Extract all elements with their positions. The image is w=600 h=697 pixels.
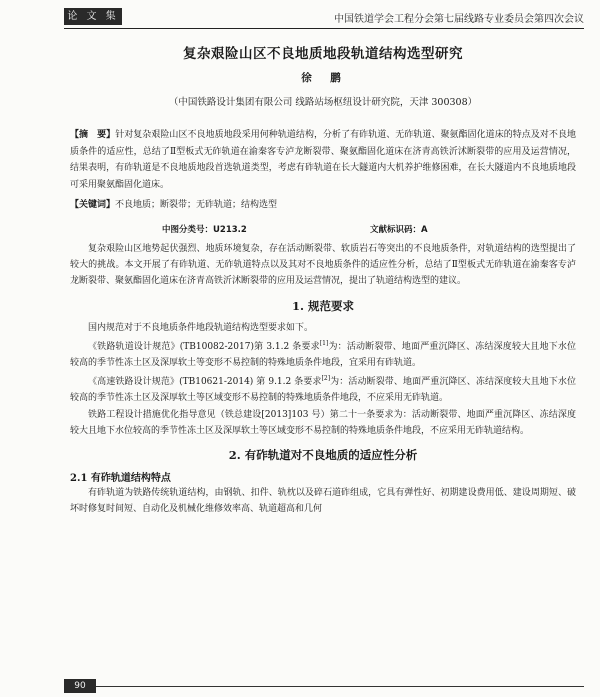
page-number: 90: [64, 679, 96, 693]
header-rule: [64, 28, 584, 29]
section-2-paragraph: 有砟轨道为铁路传统轨道结构，由钢轨、扣件、轨枕以及碎石道砟组成，它具有弹性好、初期建设费用低、建设周期短、破坏时修复时间短、自动化及机械化维修效率高、轨道超高和几何: [70, 488, 576, 515]
subsection-2-1-title: 2.1 有砟轨道结构特点: [70, 473, 171, 485]
intro-paragraph: 复杂艰险山区地势起伏强烈、地质环境复杂，存在活动断裂带、软质岩石等突出的不良地质条件，对轨道结构的选型提出了较大的挑战。本文开展了有砟轨道、无砟轨道特点以及其对不良地质条件的适应性分析，总结了Ⅱ型板式无砟轨道在渝秦客专泸龙断裂带、聚氨酯固化道床在济青高铁沂沭断裂带的应用及运营情况，提出了轨道结构选型的建议。: [70, 244, 576, 287]
affiliation: （中国铁路设计集团有限公司 线路站场枢纽设计研究院，天津 300308）: [168, 97, 478, 108]
section-1-paragraph: 《高速铁路设计规范》(TB10621-2014) 第 9.1.2 条要求[2]为：活动断裂带、地面严重沉降区、冻结深度较大且地下水位较高的季节性冻土区及深厚软土等区域变形不易控制的特殊地质条件地段，不应采用无砟轨道。: [70, 375, 576, 404]
abstract-label: 【摘 要】: [70, 130, 116, 140]
keywords-label: 【关键词】: [70, 200, 116, 210]
column-tag: 论 文 集: [64, 8, 122, 25]
keywords: [70, 197, 576, 213]
abstract-text: 针对复杂艰险山区不良地质地段采用何种轨道结构，分析了有砟轨道、无砟轨道、聚氨酯固化道床的特点及对不良地质条件的适应性，总结了Ⅱ型板式无砟轨道在渝秦客专泸龙断裂带、聚氨酯固化道床在济青高铁沂沭断裂带的应用及运营情况，结果表明，有砟轨道是不良地质地段首选轨道类型，考虑有砟轨道在长大隧道内大机养护维修困难，在长大隧道内不良地质地段可采用聚氨酯固化道床。: [70, 130, 576, 190]
citation: [2]: [321, 375, 331, 383]
section-1-paragraph: 国内规范对于不良地质条件地段轨道结构选型要求如下。: [88, 322, 314, 333]
clc-number: 中图分类号：U213.2: [162, 225, 247, 235]
section-2-title: 2. 有砟轨道对不良地质的适应性分析: [228, 448, 418, 463]
abstract: [70, 127, 576, 193]
footer-rule: [96, 686, 584, 687]
article-title: 复杂艰险山区不良地质地段轨道结构选型研究: [183, 46, 463, 62]
journal-title: 中国铁道学会工程分会第七届线路专业委员会第四次会议: [334, 14, 584, 25]
page-header: [64, 8, 584, 28]
document-code: 文献标识码：A: [370, 225, 428, 235]
section-1-title: 1. 规范要求: [291, 298, 354, 313]
article-body: [70, 38, 576, 517]
section-1-paragraph: 《铁路轨道设计规范》(TB10082-2017)第 3.1.2 条要求[1]为：活动断裂带、地面严重沉降区、冻结深度较大且地下水位较高的季节性冻土区及深厚软土等变形不易控制的特殊地质条件地段，宜采用有砟轨道。: [70, 339, 576, 369]
section-1-paragraph: 铁路工程设计措施优化指导意见（铁总建设[2013]103 号）第二十一条要求为：活动断裂带、地面严重沉降区、冻结深度较大且地下水位较高的季节性冻土区及深厚软土等区域变形不易控制的特殊地质条件地段，不应采用无砟轨道结构。: [70, 409, 576, 436]
citation: [1]: [319, 339, 329, 347]
author: 徐 鹏: [301, 72, 345, 84]
keywords-text: 不良地质；断裂带；无砟轨道；结构选型: [115, 200, 278, 210]
classification-line: [70, 221, 576, 241]
